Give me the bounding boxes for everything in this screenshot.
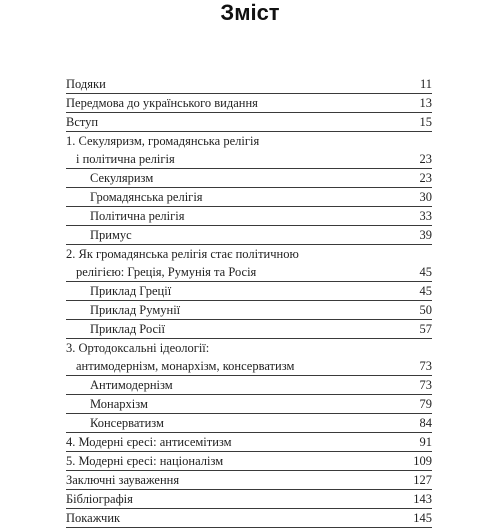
toc-entry-page: 45 bbox=[419, 284, 432, 298]
toc-entry-page: 91 bbox=[419, 435, 432, 449]
toc-entry-title: Приклад Греції bbox=[90, 284, 172, 298]
toc-entry-civil-religion[interactable] bbox=[66, 188, 432, 207]
toc-entry-title: Заключні зауваження bbox=[66, 473, 180, 487]
toc-entry-title: Антимодернізм bbox=[90, 378, 173, 392]
toc-entry-preface[interactable] bbox=[66, 94, 432, 113]
toc-entry-chapter-2[interactable] bbox=[66, 245, 432, 282]
toc-entry-title: Покажчик bbox=[66, 511, 121, 525]
toc-entry-antimodernism[interactable] bbox=[66, 376, 432, 395]
toc-entry-title: Монархізм bbox=[90, 397, 148, 411]
toc-entry-page: 143 bbox=[413, 492, 432, 506]
page-title: Зміст bbox=[220, 0, 280, 25]
toc-entry-page: 45 bbox=[419, 265, 432, 279]
toc-entry-title: 4. Модерні єресі: антисемітизм bbox=[66, 435, 232, 449]
toc-entry-title: Громадянська релігія bbox=[90, 190, 203, 204]
toc-entry-title: Приклад Росії bbox=[90, 322, 166, 336]
toc-entry-title-continued: релігією: Греція, Румунія та Росія bbox=[76, 265, 257, 279]
toc-entry-coercion[interactable] bbox=[66, 226, 432, 245]
toc-entry-political-religion[interactable] bbox=[66, 207, 432, 226]
toc-entry-title: Політична релігія bbox=[90, 209, 185, 223]
toc-entry-title: Подяки bbox=[66, 77, 106, 91]
toc-entry-acknowledgements[interactable] bbox=[66, 75, 432, 94]
toc-entry-conclusion[interactable] bbox=[66, 471, 432, 490]
toc-entry-page: 15 bbox=[419, 115, 432, 129]
toc-entry-title: Консерватизм bbox=[90, 416, 164, 430]
toc-entry-page: 57 bbox=[419, 322, 432, 336]
toc-entry-title-continued: антимодернізм, монархізм, консерватизм bbox=[76, 359, 295, 373]
toc-entry-page: 11 bbox=[419, 77, 432, 91]
toc-entry-secularism[interactable] bbox=[66, 169, 432, 188]
toc-entry-greece[interactable] bbox=[66, 282, 432, 301]
toc-entry-title: Приклад Румунії bbox=[90, 303, 181, 317]
toc-entry-page: 23 bbox=[419, 171, 432, 185]
toc-entry-chapter-4[interactable] bbox=[66, 433, 432, 452]
toc-entry-chapter-5[interactable] bbox=[66, 452, 432, 471]
toc-entry-page: 79 bbox=[419, 397, 432, 411]
toc-entry-page: 109 bbox=[413, 454, 432, 468]
toc-entry-title: Примус bbox=[90, 228, 132, 242]
toc-entry-monarchism[interactable] bbox=[66, 395, 432, 414]
toc-entry-page: 30 bbox=[419, 190, 432, 204]
toc-entry-title: Секуляризм bbox=[90, 171, 154, 185]
toc-entry-title-continued: і політична релігія bbox=[76, 152, 175, 166]
toc-entry-page: 73 bbox=[419, 378, 432, 392]
toc-entry-romania[interactable] bbox=[66, 301, 432, 320]
toc-entry-title: 5. Модерні єресі: націоналізм bbox=[66, 454, 224, 468]
toc-entry-title: Бібліографія bbox=[66, 492, 133, 506]
toc-entry-title: 1. Секуляризм, громадянська релігія bbox=[66, 134, 260, 148]
toc-entry-index[interactable] bbox=[66, 509, 432, 528]
toc-entry-page: 127 bbox=[413, 473, 432, 487]
toc-entry-title: Передмова до українського видання bbox=[66, 96, 258, 110]
toc-entry-chapter-1[interactable] bbox=[66, 132, 432, 169]
table-of-contents bbox=[66, 75, 432, 528]
toc-entry-title: 2. Як громадянська релігія стає політичною bbox=[66, 247, 299, 261]
toc-entry-title: Вступ bbox=[66, 115, 99, 129]
toc-entry-page: 39 bbox=[419, 228, 432, 242]
toc-entry-introduction[interactable] bbox=[66, 113, 432, 132]
toc-entry-page: 50 bbox=[419, 303, 432, 317]
toc-entry-conservatism[interactable] bbox=[66, 414, 432, 433]
toc-entry-page: 84 bbox=[419, 416, 432, 430]
toc-entry-chapter-3[interactable] bbox=[66, 339, 432, 376]
toc-entry-page: 23 bbox=[419, 152, 432, 166]
toc-entry-page: 73 bbox=[419, 359, 432, 373]
toc-entry-page: 13 bbox=[419, 96, 432, 110]
toc-entry-page: 33 bbox=[419, 209, 432, 223]
toc-entry-page: 145 bbox=[413, 511, 432, 525]
toc-entry-russia[interactable] bbox=[66, 320, 432, 339]
toc-entry-title: 3. Ортодоксальні ідеології: bbox=[66, 341, 210, 355]
